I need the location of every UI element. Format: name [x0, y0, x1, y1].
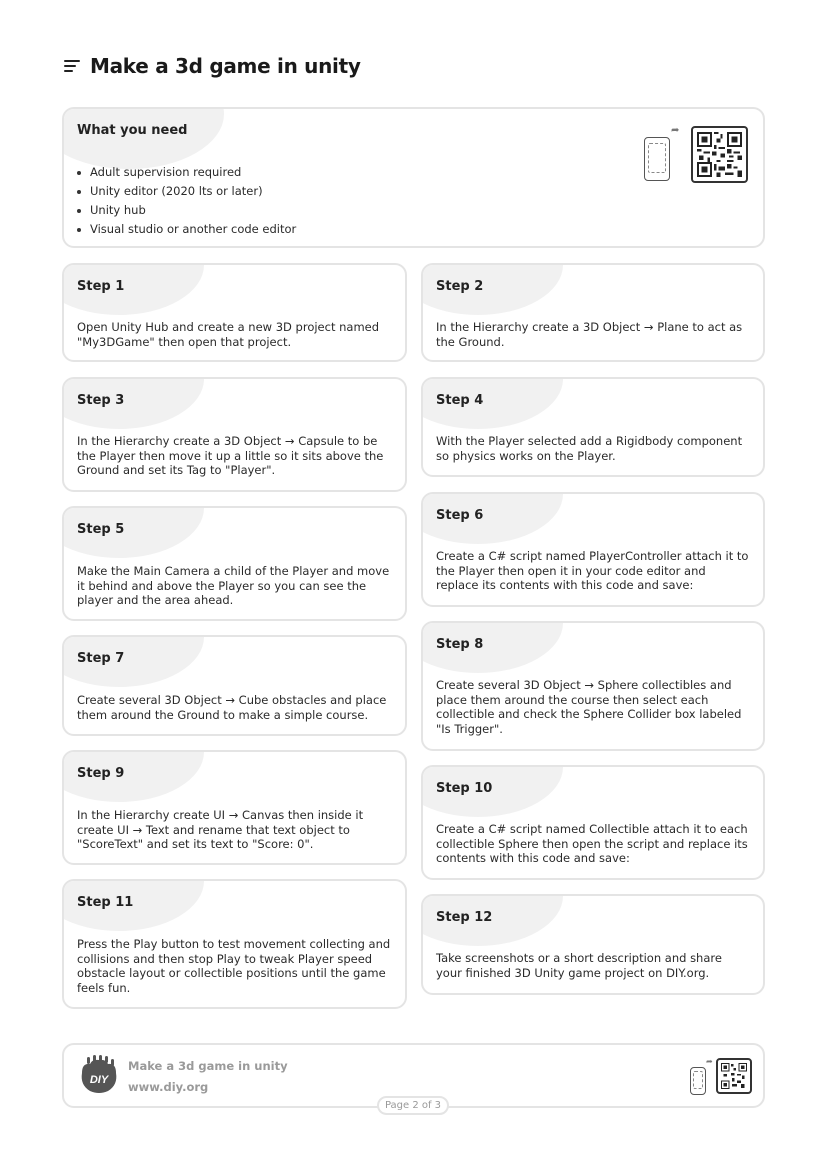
- needs-list: [77, 163, 296, 239]
- step-text: Take screenshots or a short description and share your finished 3D Unity game project on DIY.org.: [436, 951, 722, 980]
- step-text: In the Hierarchy create a 3D Object → Capsule to be the Player then move it up a little so it sits above the Ground and set its Tag to "Player".: [77, 434, 384, 477]
- step-text: Open Unity Hub and create a new 3D project named "My3DGame" then open that project.: [77, 320, 380, 349]
- menu-icon[interactable]: [64, 60, 80, 72]
- svg-text:DIY: DIY: [89, 1074, 109, 1086]
- step-text: Create several 3D Object → Sphere collectibles and place them around the course then select each collectible and check the Sphere Collider box labeled "Is Trigger".: [436, 678, 742, 736]
- list-item: Visual studio or another code editor: [77, 220, 296, 239]
- footer-url[interactable]: www.diy.org: [128, 1080, 209, 1094]
- list-item: Adult supervision required: [77, 163, 296, 182]
- step-card-1: [62, 263, 407, 362]
- step-label: Step 8: [436, 637, 484, 652]
- step-card-2: [421, 263, 765, 362]
- title-row: [64, 54, 361, 78]
- card-header-decoration: [62, 107, 224, 169]
- step-card-5: [62, 506, 407, 621]
- step-label: Step 12: [436, 910, 493, 925]
- step-card-3: [62, 377, 407, 492]
- step-label: Step 2: [436, 279, 484, 294]
- arrow-icon: ➦: [706, 1057, 713, 1066]
- step-label: Step 6: [436, 508, 484, 523]
- diy-logo-icon[interactable]: [78, 1055, 120, 1095]
- step-label: Step 4: [436, 393, 484, 408]
- step-text: Create a C# script named Collectible attach it to each collectible Sphere then open the script and replace its contents with this code and save:: [436, 822, 748, 865]
- step-label: Step 7: [77, 651, 125, 666]
- step-card-6: [421, 492, 765, 607]
- page-title: Make a 3d game in unity: [90, 54, 361, 78]
- step-text: Create several 3D Object → Cube obstacles and place them around the Ground to make a simple course.: [77, 693, 387, 722]
- footer-qr-code[interactable]: [716, 1058, 752, 1094]
- step-text: In the Hierarchy create a 3D Object → Plane to act as the Ground.: [436, 320, 743, 349]
- qr-code[interactable]: [691, 126, 748, 183]
- step-label: Step 9: [77, 766, 125, 781]
- step-card-10: [421, 765, 765, 880]
- step-label: Step 1: [77, 279, 125, 294]
- phone-scan-icon: [690, 1067, 706, 1095]
- step-label: Step 10: [436, 781, 493, 796]
- step-card-11: [62, 879, 407, 1009]
- page-number: Page 2 of 3: [377, 1096, 449, 1115]
- step-label: Step 3: [77, 393, 125, 408]
- what-you-need-heading: What you need: [77, 123, 188, 138]
- arrow-icon: ➦: [671, 125, 680, 136]
- step-label: Step 5: [77, 522, 125, 537]
- step-card-9: [62, 750, 407, 865]
- what-you-need-card: [62, 107, 765, 248]
- step-label: Step 11: [77, 895, 134, 910]
- step-text: Make the Main Camera a child of the Player and move it behind and above the Player so you can see the player and the area ahead.: [77, 564, 390, 607]
- list-item: Unity hub: [77, 201, 296, 220]
- step-text: Press the Play button to test movement collecting and collisions and then stop Play to tweak Player speed obstacle layout or collectible positions until the game feels fun.: [77, 937, 391, 995]
- step-card-4: [421, 377, 765, 477]
- phone-scan-icon: [644, 137, 670, 181]
- list-item: Unity editor (2020 lts or later): [77, 182, 296, 201]
- step-text: In the Hierarchy create UI → Canvas then inside it create UI → Text and rename that text object to "ScoreText" and set its text to "Score: 0".: [77, 808, 364, 851]
- step-card-8: [421, 621, 765, 751]
- step-text: With the Player selected add a Rigidbody component so physics works on the Player.: [436, 434, 743, 463]
- step-card-12: [421, 894, 765, 995]
- step-text: Create a C# script named PlayerController attach it to the Player then open it in your code editor and replace its contents with this code and save:: [436, 549, 749, 592]
- step-card-7: [62, 635, 407, 736]
- footer-title: Make a 3d game in unity: [128, 1059, 288, 1073]
